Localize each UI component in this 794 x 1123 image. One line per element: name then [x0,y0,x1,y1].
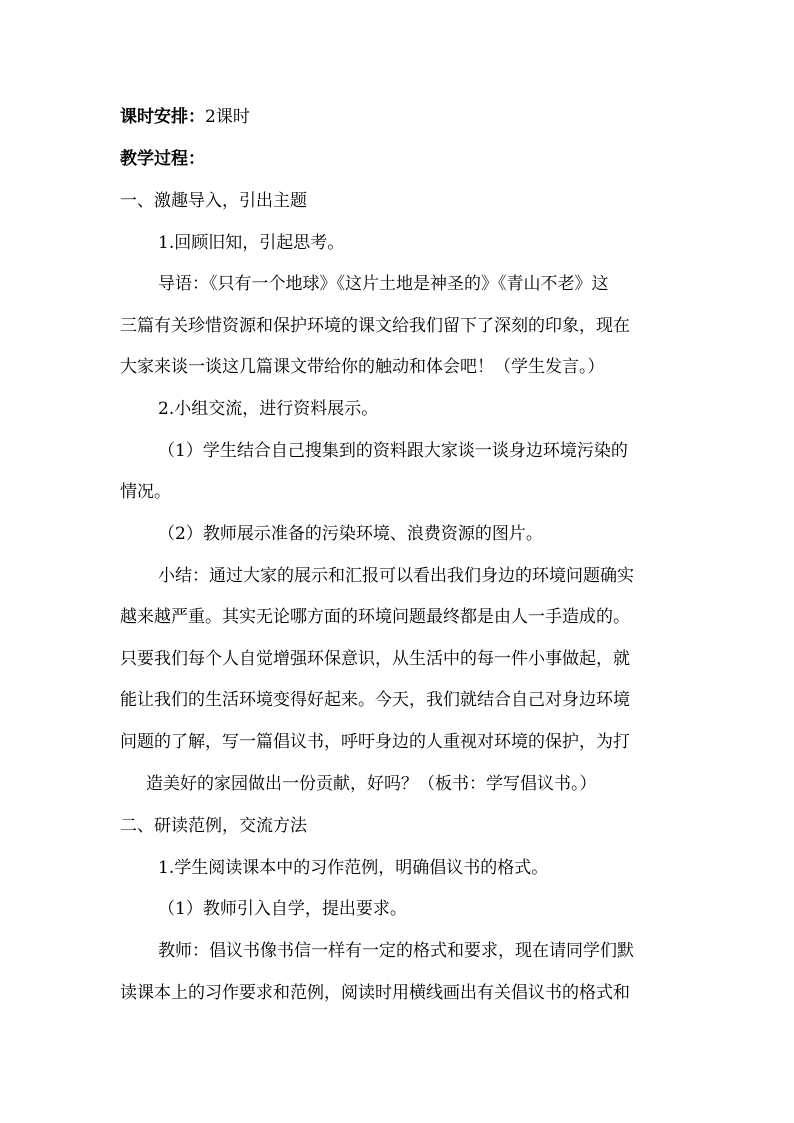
paragraph-line: （1）学生结合自己搜集到的资料跟大家谈一谈身边环境污染的 [158,441,628,461]
section-heading-1: 一、激趣导入，引出主题 [120,191,307,211]
paragraph-line: 只要我们每个人自觉增强环保意识，从生活中的每一件小事做起，就 [120,649,630,669]
schedule-line [120,106,250,128]
paragraph-line: 大家来谈一谈这几篇课文带给你的触动和体会吧！（学生发言。） [120,357,605,377]
paragraph-line: 三篇有关珍惜资源和保护环境的课文给我们留下了深刻的印象，现在 [120,316,630,336]
paragraph-line: 读课本上的习作要求和范例，阅读时用横线画出有关倡议书的格式和 [120,983,630,1003]
process-heading: 教学过程： [120,149,205,169]
paragraph-line: （1）教师引入自学，提出要求。 [158,899,407,919]
paragraph-line: 越来越严重。其实无论哪方面的环境问题最终都是由人一手造成的。 [120,607,630,627]
subsection-1-1: 1.回顾旧知，引起思考。 [158,233,345,253]
paragraph-line: 能让我们的生活环境变得好起来。今天，我们就结合自己对身边环境 [120,690,630,710]
paragraph-line: 问题的了解，写一篇倡议书，呼吁身边的人重视对环境的保护，为打 [120,732,630,752]
paragraph-line: 造美好的家园做出一份贡献，好吗？（板书：学写倡议书。） [146,774,597,794]
paragraph-line: 小结：通过大家的展示和汇报可以看出我们身边的环境问题确实 [158,566,634,586]
paragraph-line: （2）教师展示准备的污染环境、浪费资源的图片。 [158,524,543,544]
subsection-2-1: 1.学生阅读课本中的习作范例，明确倡议书的格式。 [158,858,549,878]
paragraph-line: 情况。 [120,482,171,502]
schedule-label: 课时安排： [120,107,205,127]
section-heading-2: 二、研读范例，交流方法 [120,816,307,836]
paragraph-line: 导语：《只有一个地球》《这片土地是神圣的》《青山不老》这 [158,274,609,294]
paragraph-line: 教师：倡议书像书信一样有一定的格式和要求，现在请同学们默 [158,941,634,961]
subsection-1-2: 2.小组交流，进行资料展示。 [158,399,379,419]
schedule-value: 2课时 [205,107,250,127]
